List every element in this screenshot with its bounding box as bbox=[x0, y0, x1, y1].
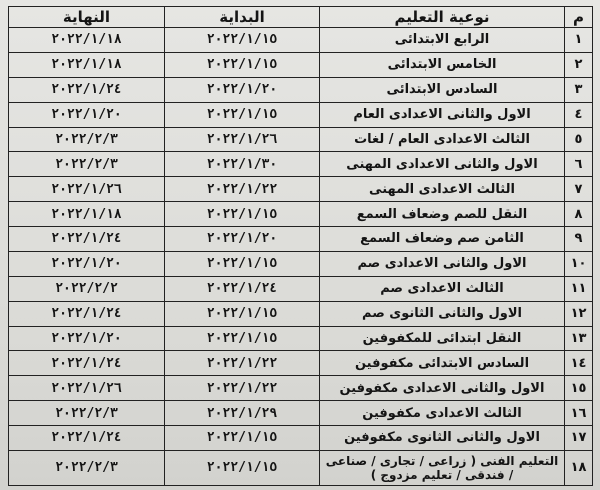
row-number: ٧ bbox=[565, 177, 593, 202]
row-end-date: ٢٠٢٢/١/٢٦ bbox=[9, 177, 165, 202]
row-end-date: ٢٠٢٢/٢/٣ bbox=[9, 127, 165, 152]
row-number: ١٥ bbox=[565, 376, 593, 401]
row-number: ١٠ bbox=[565, 251, 593, 276]
row-number: ٦ bbox=[565, 152, 593, 177]
row-start-date: ٢٠٢٢/١/٢٠ bbox=[165, 77, 320, 102]
row-start-date: ٢٠٢٢/١/١٥ bbox=[165, 28, 320, 53]
row-end-date: ٢٠٢٢/١/٢٤ bbox=[9, 227, 165, 252]
row-start-date: ٢٠٢٢/١/١٥ bbox=[165, 52, 320, 77]
row-education-type: الاول والثانى الاعدادى المهنى bbox=[320, 152, 565, 177]
table-row bbox=[9, 102, 593, 127]
row-end-date: ٢٠٢٢/٢/٣ bbox=[9, 401, 165, 426]
row-education-type: الثالث الاعدادى صم bbox=[320, 276, 565, 301]
row-education-type: الرابع الابتدائى bbox=[320, 28, 565, 53]
table-row bbox=[9, 28, 593, 53]
row-start-date: ٢٠٢٢/١/١٥ bbox=[165, 426, 320, 451]
row-end-date: ٢٠٢٢/١/١٨ bbox=[9, 28, 165, 53]
row-number: ٢ bbox=[565, 52, 593, 77]
table-body bbox=[9, 28, 593, 486]
row-end-date: ٢٠٢٢/١/٢٠ bbox=[9, 326, 165, 351]
table-row bbox=[9, 426, 593, 451]
row-education-type: السادس الابتدائى مكفوفين bbox=[320, 351, 565, 376]
header-end-date: النهاية bbox=[9, 7, 165, 28]
table-row bbox=[9, 401, 593, 426]
table-row bbox=[9, 301, 593, 326]
table-row bbox=[9, 202, 593, 227]
row-education-type: الخامس الابتدائى bbox=[320, 52, 565, 77]
table-row bbox=[9, 52, 593, 77]
row-start-date: ٢٠٢٢/١/٢٩ bbox=[165, 401, 320, 426]
row-number: ١٧ bbox=[565, 426, 593, 451]
row-education-type: النقل للصم وضعاف السمع bbox=[320, 202, 565, 227]
row-education-type: الاول والثانى الثانوى مكفوفين bbox=[320, 426, 565, 451]
row-end-date: ٢٠٢٢/٢/٣ bbox=[9, 152, 165, 177]
table-row bbox=[9, 276, 593, 301]
header-number: م bbox=[565, 7, 593, 28]
row-end-date: ٢٠٢٢/٢/٢ bbox=[9, 276, 165, 301]
row-education-type: السادس الابتدائى bbox=[320, 77, 565, 102]
row-number: ١٦ bbox=[565, 401, 593, 426]
row-number: ٥ bbox=[565, 127, 593, 152]
row-end-date: ٢٠٢٢/١/٢٠ bbox=[9, 102, 165, 127]
table-row bbox=[9, 77, 593, 102]
row-education-type: النقل ابتدائى للمكفوفين bbox=[320, 326, 565, 351]
row-education-type: الاول والثانى الاعدادى العام bbox=[320, 102, 565, 127]
header-start-date: البداية bbox=[165, 7, 320, 28]
table-row bbox=[9, 177, 593, 202]
row-number: ٨ bbox=[565, 202, 593, 227]
row-start-date: ٢٠٢٢/١/١٥ bbox=[165, 301, 320, 326]
row-education-type: الثامن صم وضعاف السمع bbox=[320, 227, 565, 252]
table-row bbox=[9, 326, 593, 351]
table-row bbox=[9, 227, 593, 252]
row-number: ١٨ bbox=[565, 450, 593, 485]
row-education-type: الاول والثانى الاعدادى صم bbox=[320, 251, 565, 276]
table-row bbox=[9, 127, 593, 152]
row-number: ١١ bbox=[565, 276, 593, 301]
row-education-type: الاول والثانى الثانوى صم bbox=[320, 301, 565, 326]
row-end-date: ٢٠٢٢/١/١٨ bbox=[9, 52, 165, 77]
row-end-date: ٢٠٢٢/١/١٨ bbox=[9, 202, 165, 227]
row-start-date: ٢٠٢٢/١/١٥ bbox=[165, 326, 320, 351]
table-row bbox=[9, 152, 593, 177]
row-end-date: ٢٠٢٢/١/٢٤ bbox=[9, 77, 165, 102]
row-start-date: ٢٠٢٢/١/٢٢ bbox=[165, 376, 320, 401]
row-education-type: الثالث الاعدادى مكفوفين bbox=[320, 401, 565, 426]
row-end-date: ٢٠٢٢/١/٢٠ bbox=[9, 251, 165, 276]
row-education-type: الاول والثانى الاعدادى مكفوفين bbox=[320, 376, 565, 401]
row-education-type: الثالث الاعدادى المهنى bbox=[320, 177, 565, 202]
row-number: ١٣ bbox=[565, 326, 593, 351]
table-row bbox=[9, 351, 593, 376]
row-end-date: ٢٠٢٢/٢/٣ bbox=[9, 450, 165, 485]
row-end-date: ٢٠٢٢/١/٢٤ bbox=[9, 351, 165, 376]
row-number: ٣ bbox=[565, 77, 593, 102]
row-start-date: ٢٠٢٢/١/٢٤ bbox=[165, 276, 320, 301]
row-start-date: ٢٠٢٢/١/١٥ bbox=[165, 102, 320, 127]
row-end-date: ٢٠٢٢/١/٢٤ bbox=[9, 301, 165, 326]
row-number: ١٤ bbox=[565, 351, 593, 376]
row-start-date: ٢٠٢٢/١/١٥ bbox=[165, 202, 320, 227]
row-start-date: ٢٠٢٢/١/١٥ bbox=[165, 450, 320, 485]
row-end-date: ٢٠٢٢/١/٢٤ bbox=[9, 426, 165, 451]
row-start-date: ٢٠٢٢/١/٣٠ bbox=[165, 152, 320, 177]
table-row bbox=[9, 251, 593, 276]
row-start-date: ٢٠٢٢/١/٢٠ bbox=[165, 227, 320, 252]
table-row bbox=[9, 450, 593, 485]
schedule-table bbox=[8, 6, 593, 486]
row-number: ٤ bbox=[565, 102, 593, 127]
row-number: ٩ bbox=[565, 227, 593, 252]
row-education-type: الثالث الاعدادى العام / لغات bbox=[320, 127, 565, 152]
row-start-date: ٢٠٢٢/١/٢٢ bbox=[165, 177, 320, 202]
row-number: ١ bbox=[565, 28, 593, 53]
row-number: ١٢ bbox=[565, 301, 593, 326]
row-start-date: ٢٠٢٢/١/٢٦ bbox=[165, 127, 320, 152]
row-start-date: ٢٠٢٢/١/٢٢ bbox=[165, 351, 320, 376]
row-education-type: التعليم الفنى ( زراعى / تجارى / صناعى / فندقى / تعليم مزدوج ) bbox=[320, 450, 565, 485]
row-end-date: ٢٠٢٢/١/٢٦ bbox=[9, 376, 165, 401]
table-row bbox=[9, 376, 593, 401]
table-header-row bbox=[9, 7, 593, 28]
header-education-type: نوعية التعليم bbox=[320, 7, 565, 28]
row-start-date: ٢٠٢٢/١/١٥ bbox=[165, 251, 320, 276]
